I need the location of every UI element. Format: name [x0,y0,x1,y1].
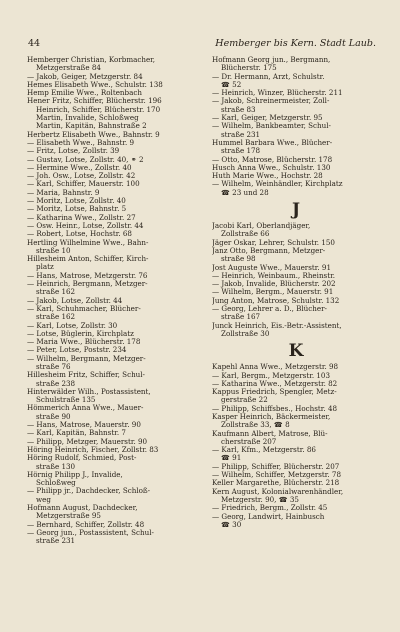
directory-entry-line: straße 162 [36,313,76,322]
directory-entry-line: Kappus Friedrich, Spengler, Metz- [212,388,337,397]
directory-entry-line: — Karl, Bergm., Metzgerstr. 103 [212,371,330,380]
directory-entry-line: ☎ 23 und 28 [221,188,269,197]
directory-entry-line: weg [36,495,51,504]
section-letter-j: J [291,200,301,221]
directory-entry-line: Zollstraße 30 [221,329,270,338]
directory-entry-line: Zollstraße 33, ☎ 8 [221,421,290,430]
directory-entry-line: straße 98 [221,255,256,264]
directory-entry-line: Zollstraße 66 [221,230,270,239]
directory-entry-line: — Philipp, Schiffer, Blücherstr. 207 [212,462,340,471]
directory-entry-line: — Jakob, Schreinermeister, Zoll- [212,97,330,106]
directory-entry-line: Jäger Oskar, Lehrer, Schulstr. 150 [212,238,335,247]
directory-entry-line: Junck Heinrich, Eis.-Betr.-Assistent, [212,321,342,330]
left-column [27,56,195,546]
directory-entry-line: — Moritz, Lotse, Bahnstr. 5 [27,205,127,214]
directory-entry-line: straße 231 [36,537,76,546]
directory-entry-line: — Wilhelm, Weinhändler, Kirchplatz [212,180,343,189]
directory-entry-line: — Robert, Lotse, Hochstr. 68 [27,230,132,239]
section-k-entries [212,363,380,529]
directory-entry-line: — Osw. Heinr., Lotse, Zollstr. 44 [27,221,144,230]
directory-entry-line: straße 76 [36,362,71,371]
directory-entry-line: — Philipp, Metzger, Mauerstr. 90 [27,437,148,446]
directory-entry-line: — Karl, Kapitän, Bahnstr. 7 [27,429,126,438]
directory-entry-line: — Dr. Hermann, Arzt, Schulstr. [212,72,325,81]
directory-entry-line: Heinrich, Schiffer, Blücherstr. 170 [36,105,161,114]
directory-entry-line: Schloßweg [36,479,76,488]
directory-entry-line: — Maria, Bahnstr. 9 [27,188,100,197]
directory-entry-line: — Wilhelm, Bankbeamter, Schul- [212,122,331,131]
directory-entry-line: — Maria Wwe., Blücherstr. 178 [27,338,141,347]
directory-entry-line: Keller Margarethe, Blücherstr. 218 [212,479,340,488]
directory-entry-line: Jost Auguste Wwe., Mauerstr. 91 [212,263,332,272]
directory-entry-line: platz [36,263,54,272]
section-letter-k: K [288,341,304,362]
directory-entry-line: — Heinrich, Winzer, Blücherstr. 211 [212,89,343,98]
directory-entry-line: Hummel Barbara Wwe., Blücher- [212,138,333,147]
directory-entry-line: Höring Heinrich, Fischer, Zollstr. 83 [27,445,159,454]
directory-entry-line: — Jakob, Invalide, Blücherstr. 202 [212,280,336,289]
directory-entry-line: Metzgerstr. 90, ☎ 35 [221,495,299,504]
directory-entry-line: — Joh. Osw., Lotse, Zollstr. 42 [27,172,136,181]
directory-entry-line: Hillesheim Fritz, Schiffer, Schul- [27,371,145,380]
directory-entry-line: — Hermine Wwe., Zollstr. 40 [27,163,132,172]
directory-entry-line: straße 238 [36,379,76,388]
directory-entry-line: straße 162 [36,288,76,297]
directory-entry-line: — Georg jun., Postassistent, Schul- [27,528,154,537]
directory-entry-line: — Jakob, Lotse, Zollstr. 44 [27,296,123,305]
directory-entry-line: — Hans, Matrose, Metzgerstr. 76 [27,271,148,280]
directory-entry-line: Hofmann Georg jun., Bergmann, [212,56,331,64]
directory-entry-line: — Heinrich, Bergmann, Metzger- [27,280,148,289]
directory-entry-line: Hinterwälder Wilh., Postassistent, [27,387,151,396]
directory-entry-line: gerstraße 22 [221,396,268,405]
directory-entry-line: straße 10 [36,246,71,255]
directory-entry-line: Hemp Emilie Wwe., Roltenbach [27,89,142,98]
directory-entry-line: Hofmann August, Dachdecker, [27,504,138,513]
running-head: Hemberger bis Kern. Stadt Laub. [215,38,376,49]
directory-entry-line: — Katharina Wwe., Zollstr. 27 [27,213,136,222]
directory-entry-line: — Lotse, Büglerin, Kirchplatz [27,329,134,338]
directory-entry-line: Kaufmann Albert, Matrose, Blü- [212,429,328,438]
directory-entry-line: — Heinrich, Weinbaum., Rheinstr. [212,271,335,280]
directory-entry-line: — Fritz, Lotse, Zollstr. 39 [27,147,120,156]
directory-entry-line: Kasper Heinrich, Bäckermeister, [212,412,331,421]
directory-entry-line: — Hans, Matrose, Mauerstr. 90 [27,421,141,430]
directory-entry-line: — Georg, Lehrer a. D., Blücher- [212,305,327,314]
directory-entry-line: — Peter, Lotse, Poststr. 234 [27,346,127,355]
directory-entry-line: straße 178 [221,147,261,156]
directory-entry-line: Kern August, Kolonialwarenhändler, [212,487,344,496]
directory-entry-line: straße 130 [36,462,76,471]
directory-entry-line: — Wilhelm, Bergmann, Metzger- [27,354,146,363]
directory-entry-line: — Karl, Schiffer, Mauerstr. 100 [27,180,140,189]
directory-entry-line: Hener Fritz, Schiffer, Blücherstr. 196 [27,97,162,106]
directory-entry-line: Höring Rudolf, Schmied, Post- [27,454,137,463]
page-number: 44 [28,38,41,49]
directory-entry-line: — Karl, Schuhmacher, Blücher- [27,304,141,313]
directory-entry-line: — Jakob, Geiger, Metzgerstr. 84 [27,72,143,81]
directory-entry-line: — Elisabeth Wwe., Bahnstr. 9 [27,138,135,147]
directory-entry-line: cherstraße 207 [221,437,277,446]
directory-entry-line: — Friedrich, Bergm., Zollstr. 45 [212,504,328,513]
directory-entry-line: — Moritz, Lotse, Zollstr. 40 [27,197,126,206]
directory-entry-line: straße 231 [221,130,261,139]
directory-entry-line: ☎ 91 [221,454,242,463]
directory-entry-line: Janz Otto, Bergmann, Metzger- [212,246,326,255]
directory-entry-line: Metzgerstraße 84 [36,64,101,73]
directory-entry-line: Martin, Invalide, Schloßweg [36,114,139,123]
directory-entry-line: — Philipp jr., Dachdecker, Schloß- [27,487,151,496]
directory-entry-line: Hörnig Philipp J., Invalide, [27,470,123,479]
directory-entry-line: Hillesheim Anton, Schiffer, Kirch- [27,255,149,264]
directory-entry-line: — Wilhelm, Schiffer, Metzgerstr. 78 [212,471,342,480]
directory-entry-line: — Georg, Landwirt, Hainbusch [212,512,325,521]
directory-entry-line: Huth Marie Wwe., Hochstr. 28 [212,172,323,181]
directory-entry-line: Jacobi Karl, Oberlandjäger, [212,222,311,231]
directory-entry-line: Herbertz Elisabeth Wwe., Bahnstr. 9 [27,130,160,139]
directory-entry-line: straße 90 [36,412,71,421]
directory-entry-line: — Katharina Wwe., Metzgerstr. 82 [212,379,338,388]
directory-entry-line: Schulstraße 135 [36,396,96,405]
section-j-entries [212,222,380,338]
directory-entry-line: Hömmerich Anna Wwe., Mauer- [27,404,144,413]
directory-entry-line: ☎ 52 [221,80,242,89]
directory-entry-line: — Otto, Matrose, Blücherstr. 178 [212,155,333,164]
directory-entry-line: Hertling Wilhelmine Wwe., Bahn- [27,238,149,247]
directory-entry-line: — Gustav, Lotse, Zollstr. 40, ⚭ 2 [27,155,144,164]
directory-entry-line: Husch Anna Wwe., Schulstr. 130 [212,163,331,172]
directory-entry-line: Hemes Elisabeth Wwe., Schulstr. 138 [27,80,163,89]
right-column-entries [212,56,380,197]
directory-entry-line: Metzgerstraße 95 [36,512,101,521]
directory-entry-line: — Wilhelm, Bergm., Mauerstr. 91 [212,288,334,297]
directory-entry-line: Kapehl Anna Wwe., Metzgerstr. 98 [212,363,339,372]
directory-entry-line: — Bernhard, Schiffer, Zollstr. 48 [27,520,145,529]
directory-entry-line: Blücherstr. 175 [221,64,277,73]
directory-entry-line: — Philipp, Schiffsbes., Hochstr. 48 [212,404,338,413]
right-column [212,56,380,529]
directory-entry-line: straße 167 [221,313,261,322]
directory-entry-line: ☎ 30 [221,520,242,529]
directory-entry-line: — Karl, Lotse, Zollstr. 30 [27,321,118,330]
directory-entry-line: — Karl, Geiger, Metzgerstr. 95 [212,114,323,123]
directory-entry-line: Hemberger Christian, Korbmacher, [27,56,156,64]
page-header [28,38,376,50]
directory-entry-line: Martin, Kapitän, Bahnstraße 2 [36,122,147,131]
directory-entry-line: Jung Anton, Matrose, Schulstr. 132 [212,296,340,305]
directory-entry-line: straße 83 [221,105,256,114]
directory-entry-line: — Karl, Kfm., Metzgerstr. 86 [212,446,316,455]
